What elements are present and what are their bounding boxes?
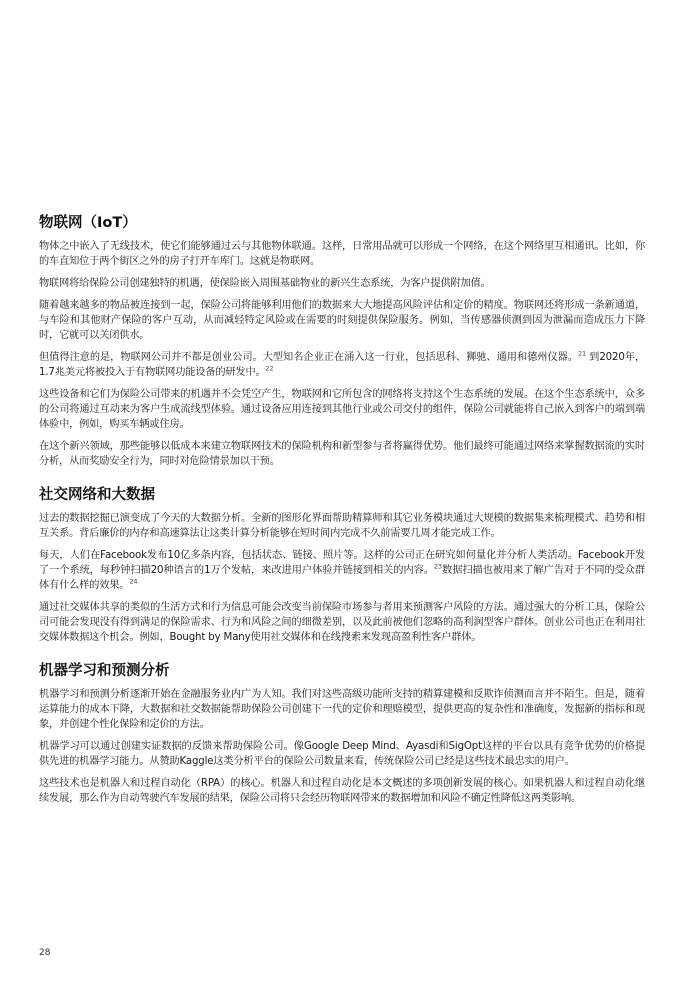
footnote-ref: 24 [129,577,138,586]
article-body [39,213,645,813]
section-ml [39,661,645,806]
section-social [39,485,645,645]
footnote-ref: 23 [433,562,442,571]
paragraph: 通过社交媒体共享的类似的生活方式和行为信息可能会改变当前保险市场参与者用来预测客户风险的方法。通过强大的分析工具，保险公司可能会发现没有得到满足的保险需求、行为和风险之间的细微差别，以及此前被他们忽略的高利润型客户群体。创业公司也正在利用社交媒体数据这个机会。例如，Bought by Many使用社交媒体和在线搜索来发现高盈利性客户群体。 [39,602,645,643]
paragraph: 在这个新兴领域，那些能够以低成本来建立物联网技术的保险机构和新型参与者将赢得优势。他们最终可能通过网络来掌握数据流的实时分析，从而奖励安全行为，同时对危险情景加以干预。 [39,441,645,467]
paragraph [39,350,645,380]
paragraph-text: 数据扫描也被用来了解广告对于不同的受众群体有什么样的效果。 [39,565,646,591]
paragraph: 这些设备和它们为保险公司带来的机遇并不会凭空产生，物联网和它所包含的网络将支持这个生态系统的发展。在这个生态系统中，众多的公司将通过互动来为客户生成流线型体验。通过设备应用连接到其他行业或公司交付的组件，保险公司就能将自己嵌入到客户的端到端体验中，例如，购买车辆或住房。 [39,389,645,430]
paragraph [39,548,645,593]
footnote-ref: 21 [577,349,586,358]
paragraph: 物联网将给保险公司创建独特的机遇，使保险嵌入周围基础物业的新兴生态系统，为客户提供附加值。 [39,278,491,289]
page-number: 28 [39,948,51,958]
section-heading-social: 社交网络和大数据 [39,487,155,503]
section-heading-ml: 机器学习和预测分析 [39,663,170,679]
paragraph: 机器学习可以通过创建实证数据的反馈来帮助保险公司。像Google Deep Mind、Ayasdi和SigOpt这样的平台以具有竞争优势的价格提供先进的机器学习能力。从赞助Kaggle这类分析平台的保险公司数量来看，传统保险公司已经是这些技术最忠实的用户。 [39,741,645,767]
paragraph: 机器学习和预测分析逐渐开始在金融服务业内广为人知。我们对这些高级功能所支持的精算建模和反欺诈侦测而言并不陌生。但是，随着运算能力的成本下降，大数据和社交数据能帮助保险公司创建下一代的定价和理赔模型，提供更高的复杂性和准确度，发掘新的指标和现象，并创建个性化保险和定价的方法。 [39,689,645,730]
paragraph: 过去的数据挖掘已演变成了今天的大数据分析。全新的图形化界面帮助精算师和其它业务模块通过大规模的数据集来梳理模式、趋势和相互关系。背后廉价的内存和高速算法让这类计算分析能够在短时间内完成不久前需要几周才能完成工作。 [39,513,645,539]
section-iot [39,213,645,469]
paragraph-text: 每天，人们在Facebook发布10亿多条内容，包括状态、链接、照片等。这样的公司正在研究如何量化并分析人类活动。Facebook开发了一个系统，每秒钟扫描20种语言的1万个发帖，来改进用户体验并链接到相关的内容。 [39,550,645,576]
paragraph-text: 但值得注意的是，物联网公司并不都是创业公司。大型知名企业正在涌入这一行业，包括思科、狮驰、通用和德州仪器。 [39,352,578,363]
section-heading-iot: 物联网（IoT） [39,215,137,231]
paragraph: 物体之中嵌入了无线技术，使它们能够通过云与其他物体联通。这样，日常用品就可以形成一个网络，在这个网络里互相通讯。比如，你的车直知位于两个街区之外的房子打开车库门。这就是物联网。 [39,241,645,267]
paragraph-text: 到2020年，1.7兆美元将被投入于有物联网功能设备的研发中。 [39,352,646,378]
paragraph: 这些技术也是机器人和过程自动化（RPA）的核心。机器人和过程自动化是本文概述的多项创新发展的核心。如果机器人和过程自动化继续发展，那么作为自动驾驶汽车发展的结果，保险公司将只会经历物联网带来的数据增加和风险不确定性降低这两类影响。 [39,778,645,804]
paragraph: 随着越来越多的物品被连接到一起，保险公司将能够利用他们的数据来大大地提高风险评估和定价的精度。物联网还将形成一条新通道，与车险和其他财产保险的客户互动，从而减轻特定风险或在需要的时刻提供保险服务。例如，当传感器侦测到因为泄漏而造成压力下降时，它就可以关闭供水。 [39,300,645,341]
footnote-ref: 22 [265,364,274,373]
